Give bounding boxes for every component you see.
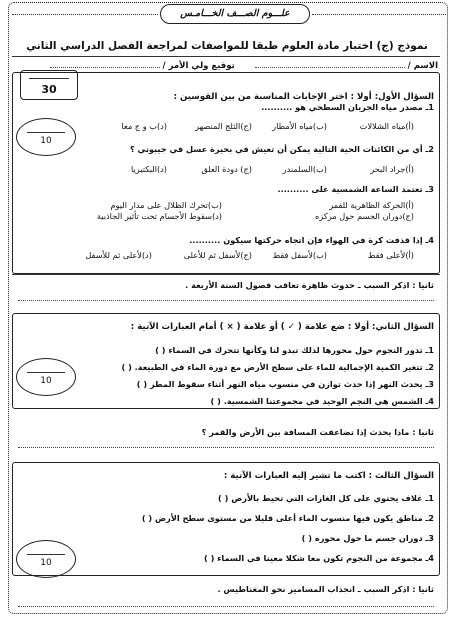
q3-part2-prompt: ثانيا : اذكر السبب ـ انجذاب المسامير نحو المغناطيس . — [217, 584, 434, 594]
q3-heading: السؤال الثالث : اكتب ما تشير إليه العبارات الآتية : — [223, 471, 434, 481]
q1-item3-option-d[interactable]: (د)سقوط الأجسام تحت تأثير الجاذبية — [96, 211, 222, 221]
q1-item2-option-a[interactable]: (أ)جراد البحر — [370, 164, 414, 174]
exam-title: نموذج (ج) اختبار مادة العلوم طبقا للمواصفات لمراجعة الفصل الدراسي الثاني — [26, 40, 428, 52]
q1-item3-option-a[interactable]: (أ)الحركة الظاهرية للقمر — [329, 200, 414, 210]
q1-item2-stem: 2ـ أي من الكائنات الحية التالية يمكن أن تعيش في بحيرة عسل في جيبوتي ؟ — [129, 144, 434, 154]
q2-item3: 3ـ يحدث النهر إذا حدث توازن في منسوب مياه النهر أثناء سقوط المطر ( ) — [136, 379, 434, 389]
q1-score: 10 — [40, 136, 52, 146]
q1-part2-divider — [12, 274, 440, 275]
q1-item2-option-c[interactable]: (ج) دودة العلق — [201, 164, 252, 174]
parent-signature-label: توقيع ولي الأمر / — [159, 61, 235, 71]
q1-item4-stem: 4ـ إذا قذفت كرة في الهواء فإن اتجاه حركتها سيكون .......... — [189, 235, 434, 245]
name-field[interactable] — [255, 67, 405, 68]
total-score: 30 — [41, 83, 57, 96]
total-score-box — [20, 70, 78, 100]
q1-item3-stem: 3ـ تعتمد الساعة الشمسية على .......... — [277, 184, 434, 194]
q1-item4-option-a[interactable]: (أ)لأعلى فقط — [367, 250, 414, 260]
q2-heading: السؤال الثاني: أولا : ضع علامة ( ✓ ) أو علامة ( × ) أمام العبارات الآتية : — [130, 322, 434, 332]
q1-heading: السؤال الأول: أولا : اختر الإجابات المناسبة من بين القوسين : — [173, 92, 434, 102]
q3-item3: 3ـ دوران جسم ما حول محوره ( ) — [301, 533, 434, 543]
q1-item4-option-b[interactable]: (ب)لأسفل فقط — [272, 250, 327, 260]
q1-part2-answer-line[interactable] — [18, 300, 434, 301]
q3-item1: 1ـ غلاف يحتوي على كل الغازات التي تحيط بالأرض ( ) — [218, 493, 434, 503]
q1-item4-option-c[interactable]: (ج)لأسفل ثم للأعلى — [183, 250, 252, 260]
q1-score-oval — [16, 118, 76, 156]
q3-item4: 4ـ مجموعة من النجوم تكون معا شكلا معينا في السماء ( ) — [204, 553, 434, 563]
q3-score: 10 — [40, 558, 52, 568]
q1-item3-option-b[interactable]: (ب)تحرك الظلال على مدار اليوم — [110, 200, 222, 210]
q1-item2-option-b[interactable]: (ب)السلمندر — [282, 164, 327, 174]
q2-item1: 1ـ تدور النجوم حول محورها لذلك تبدو لنا وكأنها تتحرك في السماء ( ) — [155, 345, 434, 355]
q2-item2: 2ـ تتغير الكمية الإجمالية للماء على سطح الأرض مع دورة الماء في الطبيعة. ( ) — [121, 362, 434, 372]
q2-part2-answer-line[interactable] — [18, 447, 434, 448]
q2-part2-prompt: ثانيا : ماذا يحدث إذا تضاعفت المسافة بين الأرض والقمر ؟ — [201, 427, 434, 437]
title-divider — [12, 56, 440, 57]
banner-divider-right — [312, 14, 446, 15]
q1-item1-option-c[interactable]: (ج)الثلج المنصهر — [195, 121, 252, 131]
parent-signature-field[interactable] — [50, 67, 160, 68]
q2-score: 10 — [40, 376, 52, 386]
q1-item3-option-c[interactable]: (ج)دوران الجسم حول مركزه — [315, 211, 414, 221]
q3-item2: 2ـ مناطق يكون فيها منسوب الماء أعلى قليلا من مستوى سطح الأرض ( ) — [141, 513, 434, 523]
q1-part2-prompt: ثانيا : اذكر السبب ـ حدوث ظاهرة تعاقب فصول السنة الأربعة . — [185, 280, 434, 290]
student-info-row — [14, 61, 438, 71]
q1-item1-option-d[interactable]: (د)ب و ج معا — [121, 121, 167, 131]
q3-part2-answer-line[interactable] — [18, 606, 434, 607]
q2-score-oval — [16, 358, 76, 396]
q3-score-oval — [16, 540, 76, 578]
q1-item1-option-b[interactable]: (ب)مياه الأمطار — [272, 121, 327, 131]
q1-item4-option-d[interactable]: (د)لأعلى ثم للأسفل — [85, 250, 152, 260]
q1-item1-stem: 1ـ مصدر مياه الجريان السطحي هو .......... — [261, 102, 434, 112]
q2-item4: 4ـ الشمس هي النجم الوحيد في مجموعتنا الشمسية. ( ) — [210, 396, 434, 406]
banner-divider-left — [12, 14, 158, 15]
subject-banner: علـــوم الصـــف الخـــامـس — [160, 4, 310, 24]
q1-item1-option-a[interactable]: (أ)مياه الشلالات — [359, 121, 414, 131]
q1-item2-option-d[interactable]: (د)البكتيريا — [130, 164, 167, 174]
name-label: الاسم / — [404, 61, 438, 71]
